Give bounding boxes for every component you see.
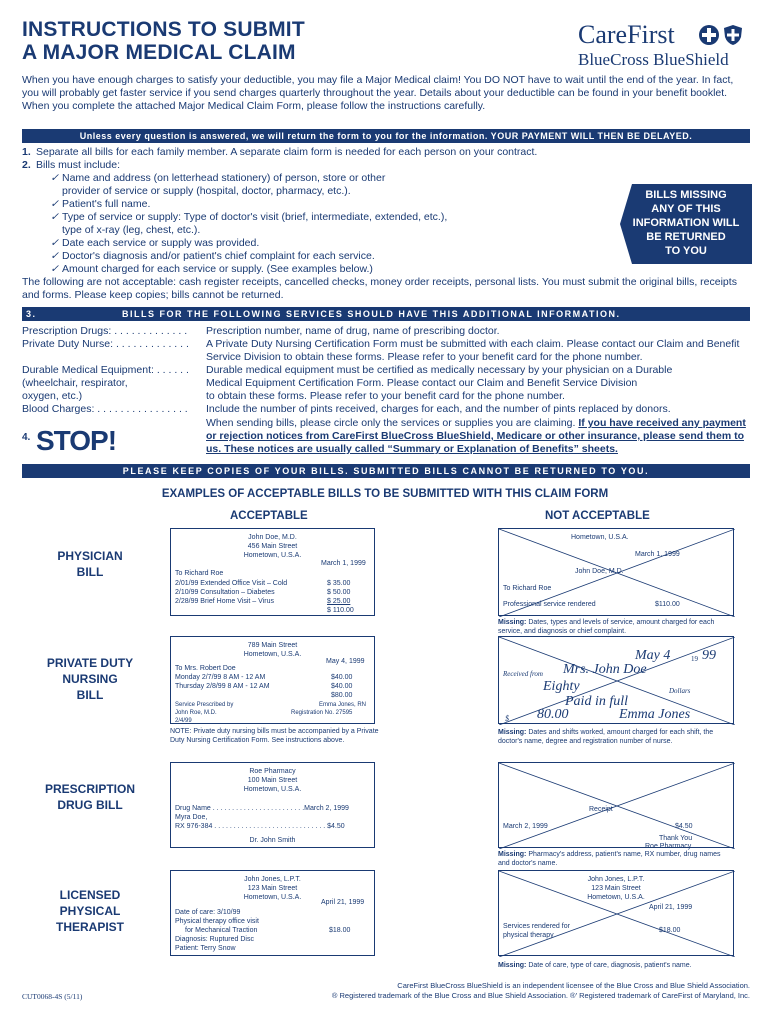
check-text: Patient's full name. [62,198,151,210]
intro-paragraph-2: When you complete the attached Major Medical Claim Form, please follow the instructions carefully. [22,100,486,112]
check-item [22,198,622,211]
blue-shield-icon [722,24,744,46]
section-number: 3. [26,309,37,319]
page-title [22,18,305,64]
instructions-list [22,146,622,276]
instruction-item-2 [22,159,622,172]
service-row: oxygen, etc.) to obtain these forms. Please refer to your benefit card for the phone number. [22,390,565,402]
title-line-1: INSTRUCTIONS TO SUBMIT [22,18,305,41]
service-row: (wheelchair, respirator, Medical Equipment Certification Form. Please contact our Claim and Benefit Service Division [22,377,638,389]
physician-missing-note: Missing: Dates, types and levels of service, amount charged for each service, and diagnosis or chief complaint. [498,619,715,635]
banner-keep-copies: PLEASE KEEP COPIES OF YOUR BILLS. SUBMITTED BILLS CANNOT BE RETURNED TO YOU. [22,464,750,478]
stop-text-1: When sending bills, please circle only the services or supplies you are claiming. [206,417,576,429]
nursing-not-acceptable-bill: May 4 19 99 Received from Mrs. John Doe Eighty Dollars Paid in full $ 80.00 Emma Jones [498,636,734,724]
nursing-note: NOTE: Private duty nursing bills must be accompanied by a Private Duty Nursing Certification Form. See instructions above. [170,728,379,744]
checkmark-icon: ✓ [50,172,59,184]
check-text: Amount charged for each service or supply. (See examples below.) [62,263,373,275]
check-item [22,263,622,276]
physician-not-acceptable-bill: Hometown, U.S.A. March 1, 1999 John Doe, M.D. To Richard Roe Professional service rendered $110.00 [498,528,734,616]
footer-legal [300,981,750,1001]
checkmark-icon: ✓ [50,237,59,249]
check-item [22,250,622,263]
title-line-2: A MAJOR MEDICAL CLAIM [22,41,296,64]
check-text: Type of service or supply: Type of doctor's visit (brief, intermediate, extended, etc.), [62,211,448,223]
not-acceptable-note: The following are not acceptable: cash register receipts, cancelled checks, money order receipts, personal lists. You must submit the original bills, receipts and forms. Please keep copies; bills cannot be returned. [22,276,737,301]
cross-out-icon [499,763,735,849]
callout-text: BILLS MISSING ANY OF THIS INFORMATION WILL BE RETURNED TO YOU [632,189,740,257]
check-item-continued [22,224,622,237]
check-item [22,211,622,224]
banner-text: BILLS FOR THE FOLLOWING SERVICES SHOULD HAVE THIS ADDITIONAL INFORMATION. [122,309,621,319]
intro-paragraph-1: When you have enough charges to satisfy your deductible, you may file a Major Medical claim! You DO NOT have to wait until the end of the year. In fact, you will probably get faster service if you send charges quarterly throughout the year. Details about your deductible can be found in your benefit booklet. [22,74,734,99]
checkmark-icon: ✓ [50,198,59,210]
footer-line-1: CareFirst BlueCross BlueShield is an independent licensee of the Blue Cross and Blue Shield Association. [397,981,750,990]
checkmark-icon: ✓ [50,250,59,262]
service-row: Private Duty Nurse: . . . . . . . . . . . . . A Private Duty Nursing Certification Form must be submitted with each claim. Please contact our Claim and Benefit Service Division to obtain these forms. Please refer to your benefit card for the phone number. [22,338,740,363]
carefirst-logo [578,20,748,72]
check-item [22,172,622,185]
banner-unanswered-warning: Unless every question is answered, we will return the form to you for the information. YOUR PAYMENT WILL THEN BE DELAYED. [22,129,750,143]
therapist-missing-note: Missing: Date of care, type of care, diagnosis, patient's name. [498,962,692,969]
therapist-bill-label: LICENSED PHYSICAL THERAPIST [55,888,124,934]
blue-cross-icon [698,24,720,46]
stop-heading: STOP! [36,425,117,456]
instruction-item-1 [22,146,622,159]
therapist-not-acceptable-bill: John Jones, L.P.T. 123 Main Street Hometown, U.S.A. April 21, 1999 Services rendered for physical therapy $18.00 [498,870,734,956]
service-row: Blood Charges: . . . . . . . . . . . . . . . . Include the number of pints received, charges for each, and the number of pints replaced by donors. [22,403,671,415]
acceptable-heading: ACCEPTABLE [230,510,308,522]
service-row: Prescription Drugs: . . . . . . . . . . . . . Prescription number, name of drug, name of prescribing doctor. [22,325,500,337]
examples-title: EXAMPLES OF ACCEPTABLE BILLS TO BE SUBMITTED WITH THIS CLAIM FORM [161,488,609,500]
check-item [22,237,622,250]
stop-text-2: If you have received any payment or rejection notices from CareFirst BlueCross BlueShield, Medicare or other insurance, please send them to us. These notices are usually called “Summary or Explanation of Benefits” sheets. [206,417,746,455]
intro-text [22,74,750,113]
check-text: provider of service or supply (hospital, doctor, pharmacy, etc.). [62,185,351,197]
item-text: Separate all bills for each family member. A separate claim form is needed for each person on your contract. [36,146,538,158]
logo-bcbs-text: BlueCross BlueShield [578,50,729,69]
check-item-continued [22,185,622,198]
not-acceptable-heading: NOT ACCEPTABLE [545,510,650,522]
stop-instructions [206,417,752,456]
drug-not-acceptable-bill: Receipt March 2, 1999 $4.50 Thank You Roe Pharmacy [498,762,734,848]
physician-acceptable-bill: John Doe, M.D. 456 Main Street Hometown, U.S.A. March 1, 1999 To Richard Roe 2/01/99 Extended Office Visit – Cold $ 35.00 2/10/99 Consultation – Diabetes $ 50.00 2/28/99 Brief Home Visit – Virus $ 25.00 $ 110.00 [170,528,375,616]
stop-number: 4. [22,432,31,443]
service-row: Durable Medical Equipment: . . . . . . Durable medical equipment must be certified as medically necessary by your physician on a Durable [22,364,673,376]
nursing-bill-label: PRIVATE DUTY NURSING BILL [46,656,134,702]
nursing-missing-note: Missing: Dates and shifts worked, amount charged for each shift, the doctor's name, degree and registration number of nurse. [498,729,714,745]
check-text: Date each service or supply was provided. [62,237,260,249]
checkmark-icon: ✓ [50,211,59,223]
item-number: 1. [22,146,31,158]
drug-acceptable-bill: Roe Pharmacy 100 Main Street Hometown, U.S.A. Drug Name . . . . . . . . . . . . . . . . . . . . . . . .March 2, 1999 Myra Doe, RX 976-384 . . . . . . . . . . . . . . . . . . . . . . . . . . . . . $4.50 Dr. John Smith [170,762,375,848]
logo-carefirst-text: CareFirst [578,20,675,49]
physician-bill-label: PHYSICIAN BILL [57,549,123,579]
item-number: 2. [22,159,31,171]
nursing-acceptable-bill: 789 Main Street Hometown, U.S.A. May 4, 1999 To Mrs. Robert Doe Monday 2/7/99 8 AM - 12 AM $40.00 Thursday 2/8/99 8 AM - 12 AM $40.00 $80.00 Service Prescribed by John Roe, M.D. 2/4/99 Emma Jones, RN Registration No. 27595 [170,636,375,724]
banner-additional-info [22,307,750,321]
footer-line-2: ® Registered trademark of the Blue Cross and Blue Shield Association. ®' Registered trademark of CareFirst of Maryland, Inc. [331,991,750,1000]
cross-out-icon [499,637,735,725]
therapist-acceptable-bill: John Jones, L.P.T. 123 Main Street Hometown, U.S.A. April 21, 1999 Date of care: 3/10/99 Physical therapy office visit for Mechanical Traction $18.00 Diagnosis: Ruptured Disc Patient: Terry Snow [170,870,375,956]
bills-missing-callout [620,184,752,264]
checkmark-icon: ✓ [50,263,59,275]
drug-bill-label: PRESCRIPTION DRUG BILL [44,782,135,812]
check-text: Doctor's diagnosis and/or patient's chief complaint for each service. [62,250,375,262]
form-code: CUT0068-4S (5/11) [22,992,83,1001]
drug-missing-note: Missing: Pharmacy's address, patient's name, RX number, drug names and doctor's name. [498,851,721,867]
check-text: type of x-ray (leg, chest, etc.). [62,224,201,236]
services-list [22,325,752,416]
check-text: Name and address (on letterhead stationery) of person, store or other [62,172,386,184]
item-text: Bills must include: [36,159,121,171]
